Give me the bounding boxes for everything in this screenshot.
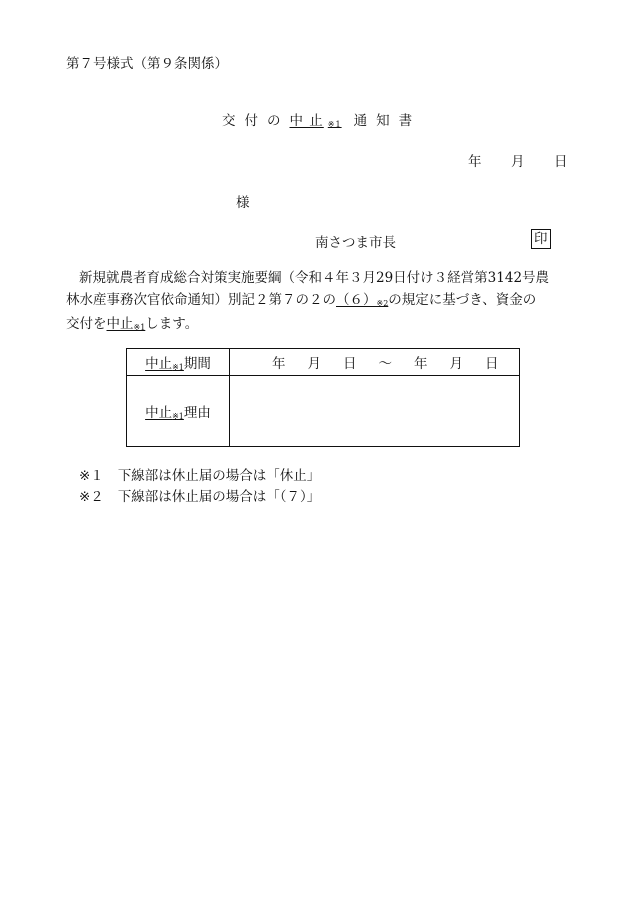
seal-mark: 印 bbox=[531, 229, 551, 249]
recipient-honorific: 様 bbox=[236, 195, 250, 211]
date-month: 月 bbox=[511, 154, 525, 170]
table-row bbox=[127, 376, 520, 447]
body-underlined-clause: （６）※2 bbox=[336, 292, 389, 308]
notes bbox=[79, 466, 320, 508]
title-underlined: 中 止 ※1 bbox=[289, 113, 342, 129]
date-day: 日 bbox=[554, 154, 568, 170]
title-char: 通 bbox=[353, 113, 369, 129]
body-underlined-word: 中止※1 bbox=[106, 316, 146, 332]
title-char: 知 bbox=[376, 113, 391, 129]
body-paragraph bbox=[66, 267, 549, 337]
body-line-3: 交付を中止※1します。 bbox=[66, 316, 199, 332]
period-label: 中止※1期間 bbox=[127, 349, 230, 376]
title-char: 書 bbox=[398, 113, 414, 129]
title-char: の bbox=[267, 113, 282, 129]
title-char: 交 bbox=[222, 113, 237, 129]
details-table bbox=[126, 348, 520, 447]
body-line-1: 新規就農者育成総合対策実施要綱（令和４年３月29日付け３経営第3142号農 bbox=[79, 270, 550, 286]
reason-label: 中止※1理由 bbox=[127, 376, 230, 447]
period-value[interactable]: 年 月 日 〜 年 月 日 bbox=[230, 349, 520, 376]
title-char: 付 bbox=[244, 113, 259, 129]
date-year: 年 bbox=[468, 154, 482, 170]
note-item: ※１ 下線部は休止届の場合は「休止」 bbox=[79, 468, 321, 484]
reason-value[interactable] bbox=[230, 376, 520, 447]
sender-name: 南さつま市長 bbox=[315, 235, 396, 251]
document-title bbox=[218, 109, 417, 129]
table-row bbox=[127, 349, 520, 376]
form-number: 第７号様式（第９条関係） bbox=[66, 56, 228, 72]
body-line-2: 林水産事務次官依命通知）別記２第７の２の（６）※2の規定に基づき、資金の bbox=[66, 292, 537, 308]
note-item: ※２ 下線部は休止届の場合は「（７）」 bbox=[79, 489, 321, 505]
